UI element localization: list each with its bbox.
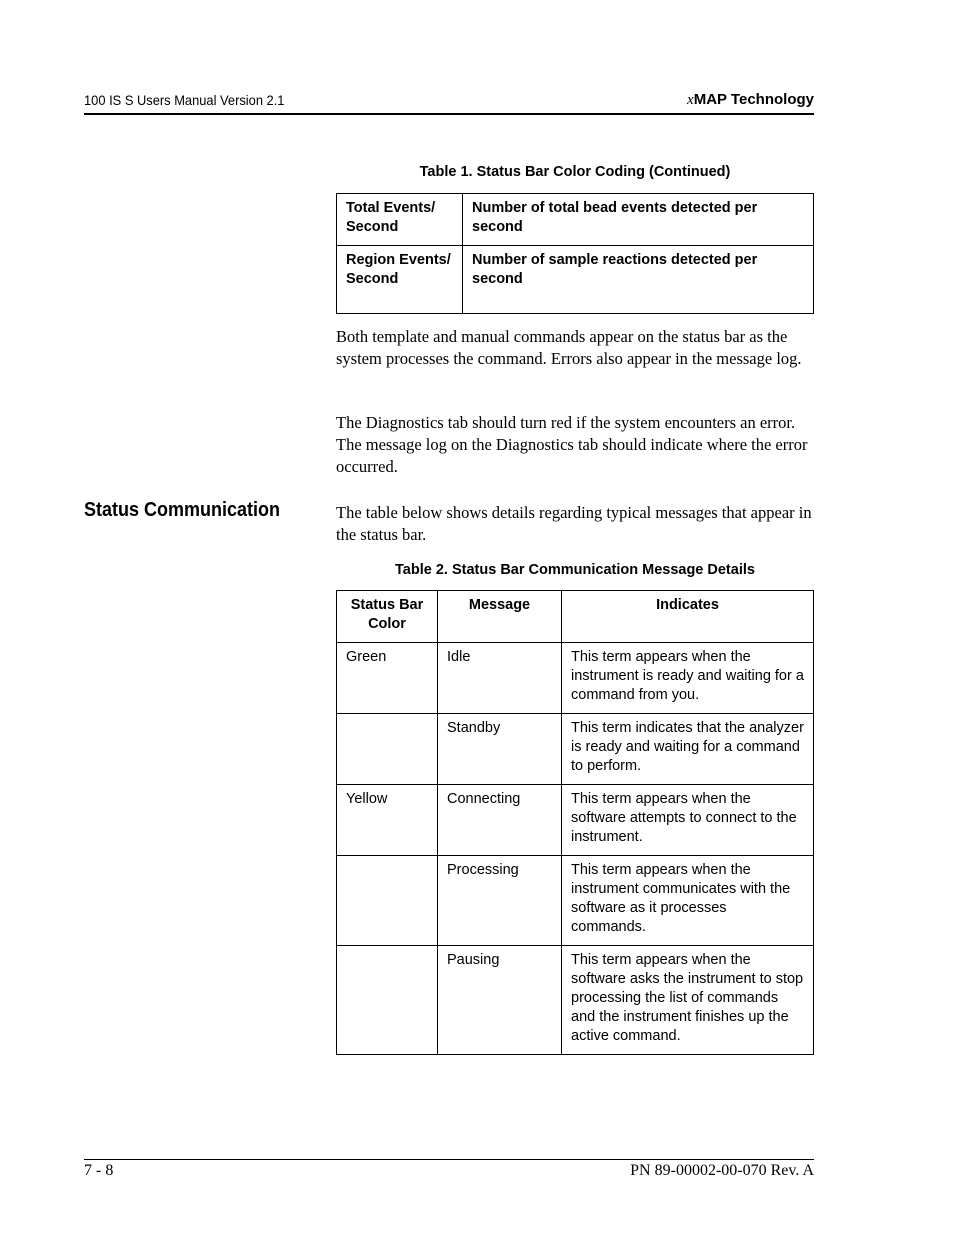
message-cell: Idle bbox=[438, 643, 562, 714]
header-rule bbox=[84, 113, 814, 115]
brand-name: MAP Technology bbox=[693, 91, 814, 108]
status-color-cell bbox=[337, 856, 438, 946]
brand-prefix: x bbox=[687, 92, 694, 108]
indicates-cell: This term appears when the instrument is ready and waiting for a command from you. bbox=[562, 643, 814, 714]
table-header-row bbox=[337, 591, 814, 643]
table-row bbox=[337, 643, 814, 714]
part-number: PN 89-00002-00-070 Rev. A bbox=[630, 1162, 814, 1179]
indicates-cell: This term appears when the software attempts to connect to the instrument. bbox=[562, 785, 814, 856]
table-row bbox=[337, 714, 814, 785]
table1-caption: Table 1. Status Bar Color Coding (Continued) bbox=[419, 164, 731, 180]
indicates-cell: This term appears when the instrument communicates with the software as it processes commands. bbox=[562, 856, 814, 946]
table-row bbox=[337, 194, 814, 246]
message-cell: Connecting bbox=[438, 785, 562, 856]
status-color-cell: Green bbox=[337, 643, 438, 714]
table-row bbox=[337, 785, 814, 856]
paragraph-diagnostics-tab: The Diagnostics tab should turn red if the system encounters an error. The message log on the Diagnostics tab should indicate where the error occurred. bbox=[336, 413, 808, 476]
column-header-status-bar-color: Status Bar Color bbox=[337, 591, 438, 643]
table1-value-cell: Number of sample reactions detected per second bbox=[463, 246, 814, 314]
indicates-cell: This term appears when the software asks the instrument to stop processing the list of commands and the instrument finishes up the active command. bbox=[562, 946, 814, 1055]
message-cell: Standby bbox=[438, 714, 562, 785]
column-header-message: Message bbox=[438, 591, 562, 643]
message-cell: Processing bbox=[438, 856, 562, 946]
column-header-indicates: Indicates bbox=[562, 591, 814, 643]
table-row bbox=[337, 856, 814, 946]
status-color-cell bbox=[337, 946, 438, 1055]
footer-rule bbox=[84, 1159, 814, 1160]
running-header-brand bbox=[687, 91, 814, 109]
table1-label-cell: Total Events/ Second bbox=[337, 194, 463, 246]
section-heading: Status Communication bbox=[84, 499, 281, 521]
table2 bbox=[336, 590, 814, 1055]
table1-label-cell: Region Events/ Second bbox=[337, 246, 463, 314]
table-row bbox=[337, 946, 814, 1055]
paragraph-status-bar-commands: Both template and manual commands appear on the status bar as the system processes the command. Errors also appear in the message log. bbox=[336, 327, 802, 368]
status-color-cell: Yellow bbox=[337, 785, 438, 856]
indicates-cell: This term indicates that the analyzer is ready and waiting for a command to perform. bbox=[562, 714, 814, 785]
page-number: 7 - 8 bbox=[84, 1162, 114, 1179]
table1-value-cell: Number of total bead events detected per second bbox=[463, 194, 814, 246]
table1 bbox=[336, 193, 814, 314]
table2-caption: Table 2. Status Bar Communication Message Details bbox=[395, 562, 755, 578]
table-row bbox=[337, 246, 814, 314]
section-intro: The table below shows details regarding typical messages that appear in the status bar. bbox=[336, 503, 812, 544]
message-cell: Pausing bbox=[438, 946, 562, 1055]
running-header-title: 100 IS S Users Manual Version 2.1 bbox=[84, 92, 285, 108]
status-color-cell bbox=[337, 714, 438, 785]
